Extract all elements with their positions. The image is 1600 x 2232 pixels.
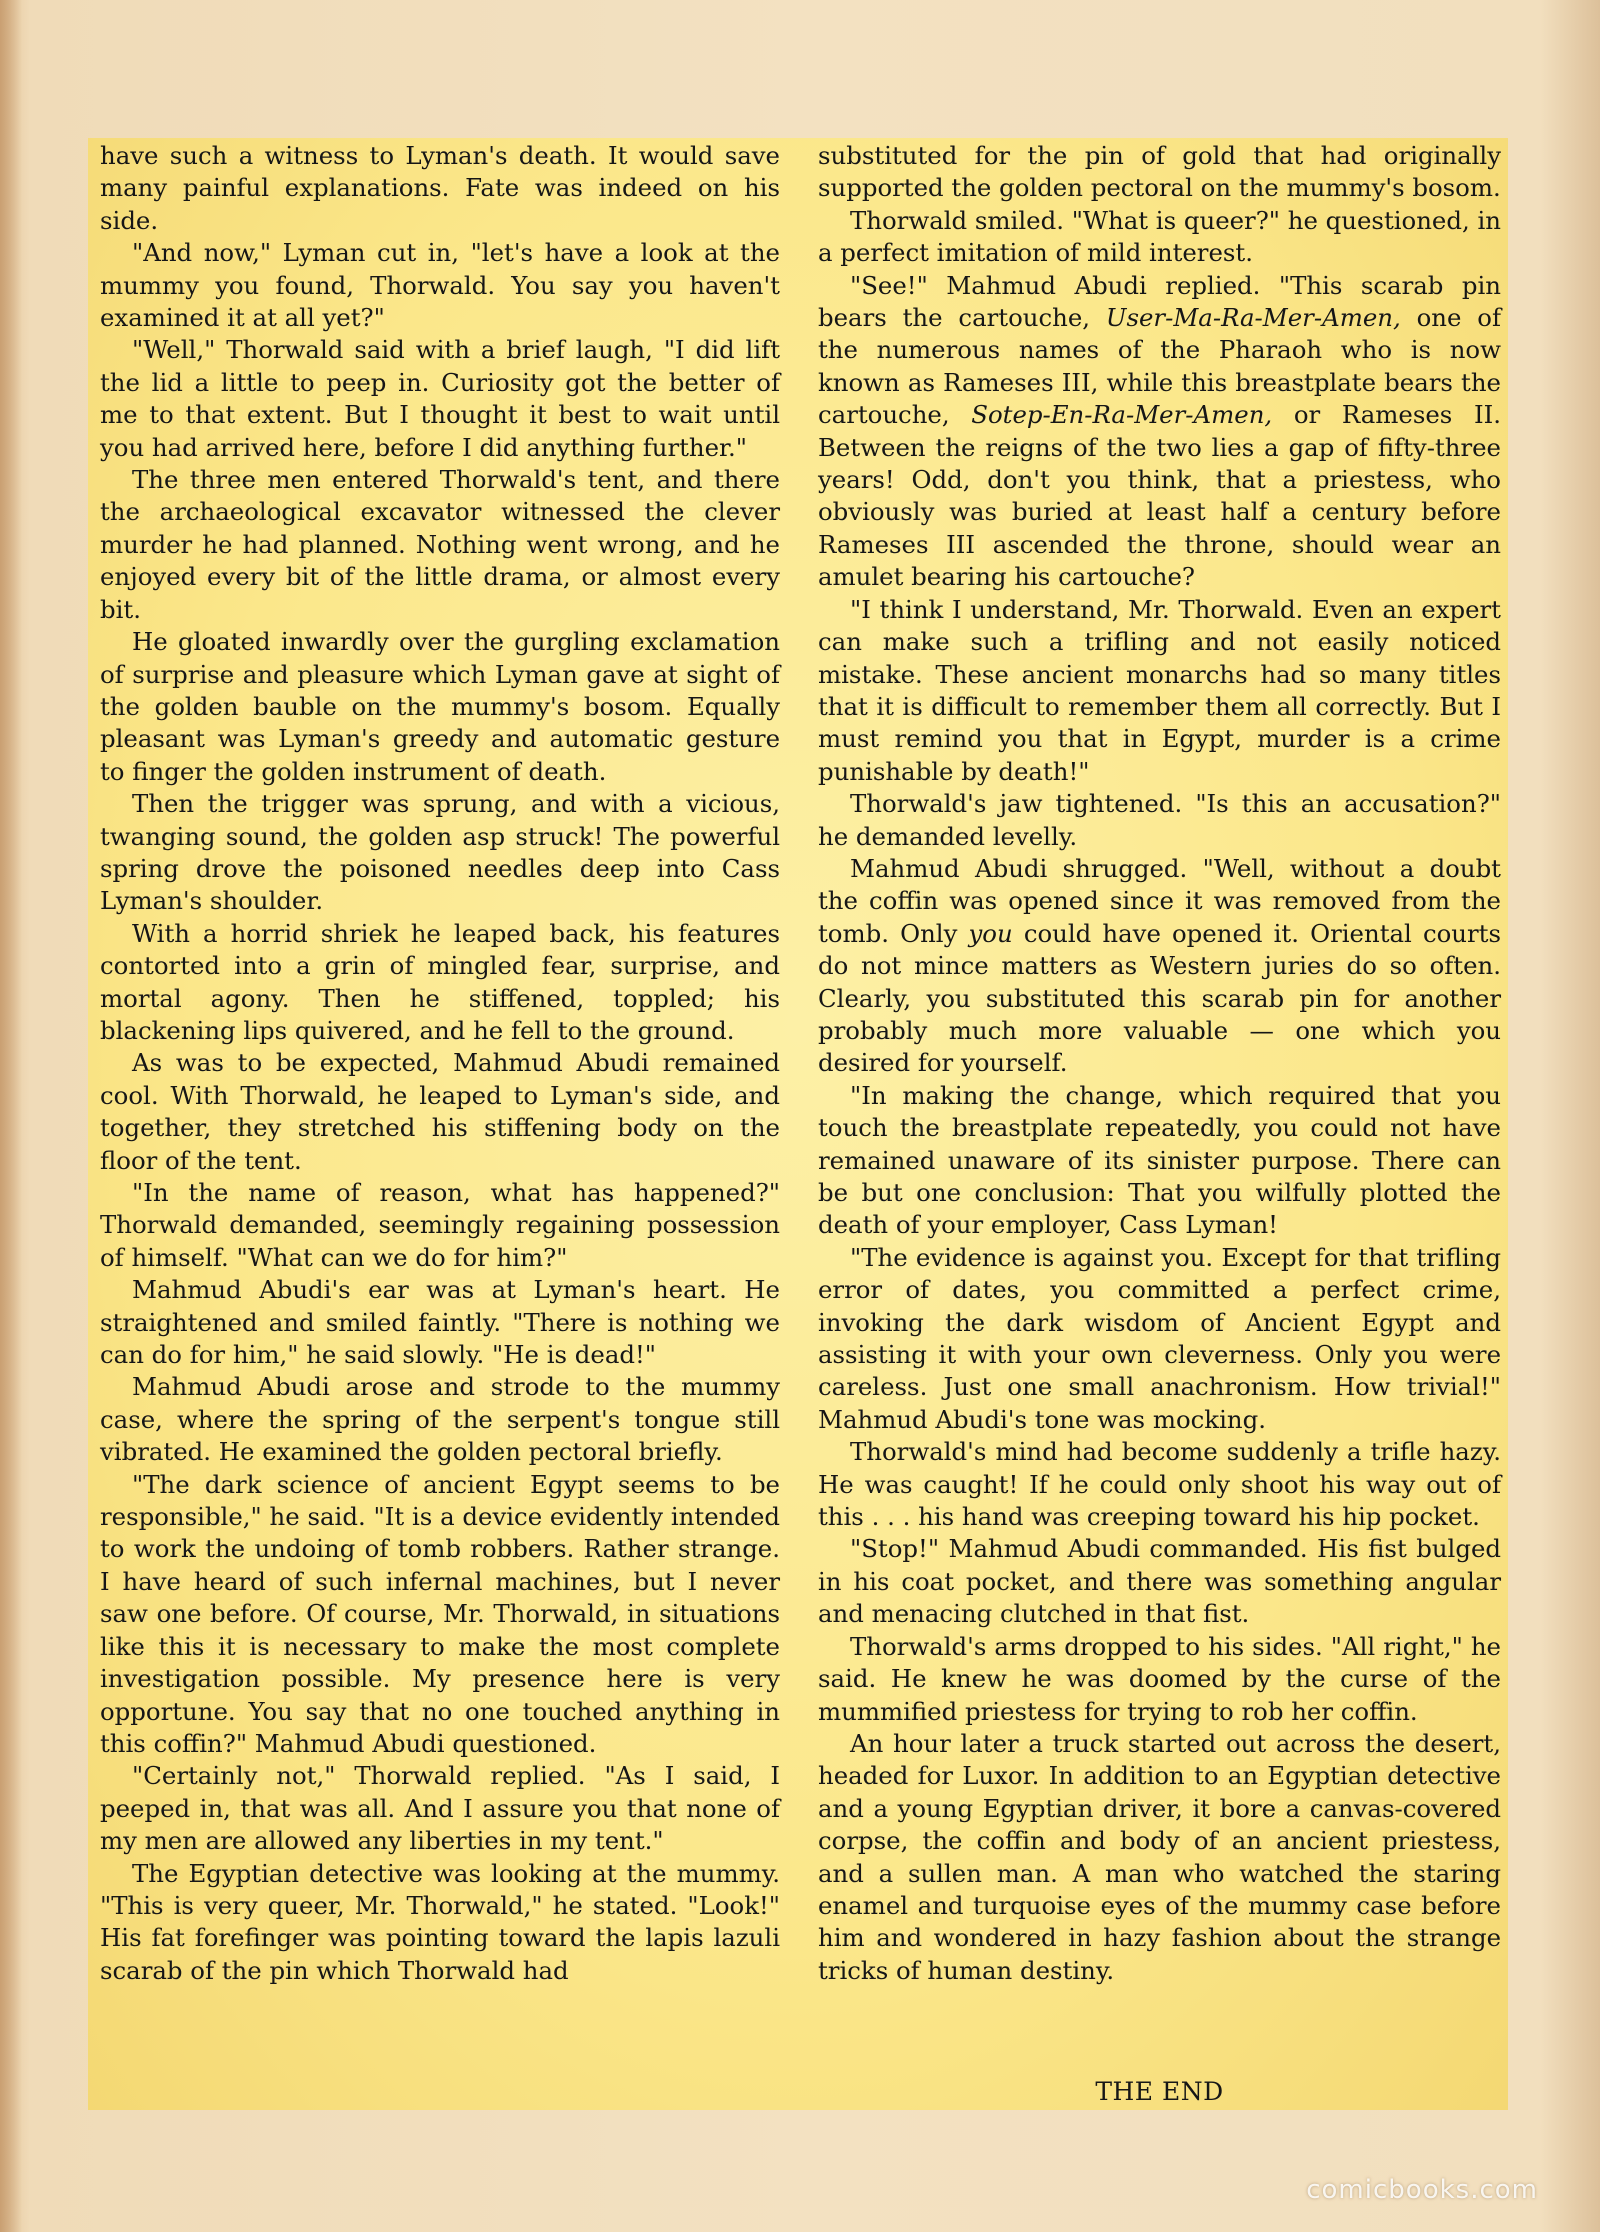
cartouche-name: User-Ma-Ra-Mer-Amen, [1105, 303, 1401, 333]
the-end-label: THE END [1095, 2077, 1224, 2106]
paragraph: "Certainly not," Thorwald replied. "As I said, I peeped in, that was all. And I assure you that none of my men are allowed any liberties in my tent." [100, 1761, 780, 1856]
paragraph: Thorwald smiled. "What is queer?" he questioned, in a perfect imitation of mild interest. [818, 205, 1501, 268]
paragraph: Thorwald's arms dropped to his sides. "All right," he said. He knew he was doomed by the curse of the mummified priestess for trying to rob her coffin. [818, 1631, 1501, 1726]
paragraph: The Egyptian detective was looking at the mummy. "This is very queer, Mr. Thorwald," he stated. "Look!" His fat forefinger was pointing toward the lapis lazuli scarab of the pin which Thorwald had [100, 1858, 780, 1985]
text-run: one of the numerous names of the Pharaoh who is now known as Rameses III, while this breastplate bears the cartouche, [818, 303, 1501, 430]
cartouche-name: Sotep-En-Ra-Mer-Amen, [971, 400, 1273, 430]
paragraph: "Well," Thorwald said with a brief laugh, "I did lift the lid a little to peep in. Curiosity got the better of me to that extent. But I thought it best to wait until you had arrived here, before I did anything further." [100, 335, 780, 462]
text-run: or Rameses II. Between the reigns of the two lies a gap of fifty-three years! Odd, don't you think, that a priestess, who obviously was buried at least half a century before Rameses III ascended the throne, should wear an amulet bearing his cartouche? [818, 400, 1501, 592]
emphasis: you [968, 918, 1013, 948]
paragraph: "In making the change, which required that you touch the breastplate repeatedly, you could not have remained unaware of its sinister purpose. There can be but one conclusion: That you wilfully plotted the death of your employer, Cass Lyman! [818, 1080, 1501, 1240]
paragraph [818, 853, 1501, 1080]
right-text-column [818, 140, 1501, 1987]
paragraph: "The evidence is against you. Except for that trifling error of dates, you committed a perfect crime, invoking the dark wisdom of Ancient Egypt and assisting it with your own cleverness. Only you were careless. Just one small anachronism. How trivial!" Mahmud Abudi's tone was mocking. [818, 1242, 1501, 1434]
text-run: Mahmud Abudi shrugged. "Well, without a doubt the coffin was opened since it was removed from the tomb. Only [818, 853, 1501, 948]
paragraph: "The dark science of ancient Egypt seems to be responsible," he said. "It is a device evidently intended to work the undoing of tomb robbers. Rather strange. I have heard of such infernal machines, but I never saw one before. Of course, Mr. Thorwald, in situations like this it is necessary to make the most complete investigation possible. My presence here is very opportune. You say that no one touched anything in this coffin?" Mahmud Abudi questioned. [100, 1469, 780, 1758]
paragraph: He gloated inwardly over the gurgling exclamation of surprise and pleasure which Lyman gave at sight of the golden bauble on the mummy's bosom. Equally pleasant was Lyman's greedy and automatic gesture to finger the golden instrument of death. [100, 627, 780, 786]
paragraph: "I think I understand, Mr. Thorwald. Even an expert can make such a trifling and not easily noticed mistake. These ancient monarchs had so many titles that it is difficult to remember them all correctly. But I must remind you that in Egypt, murder is a crime punishable by death!" [818, 594, 1501, 786]
paragraph: Then the trigger was sprung, and with a vicious, twanging sound, the golden asp struck! The powerful spring drove the poisoned needles deep into Cass Lyman's shoulder. [100, 789, 780, 916]
paragraph: have such a witness to Lyman's death. It would save many painful explanations. Fate was indeed on his side. [100, 141, 780, 235]
text-run: could have opened it. Oriental courts do not mince matters as Western juries do so often. Clearly, you substituted this scarab pin for another probably much more valuable — one which you desired for yourself. [818, 918, 1501, 1078]
paragraph: As was to be expected, Mahmud Abudi remained cool. With Thorwald, he leaped to Lyman's side, and together, they stretched his stiffening body on the floor of the tent. [100, 1048, 780, 1175]
left-text-column [100, 140, 780, 1987]
paragraph: An hour later a truck started out across the desert, headed for Luxor. In addition to an Egyptian detective and a young Egyptian driver, it bore a canvas-covered corpse, the coffin and body of an ancient priestess, and a sullen man. A man who watched the staring enamel and turquoise eyes of the mummy case before him and wondered in hazy fashion about the strange tricks of human destiny. [818, 1728, 1501, 1985]
paragraph: Thorwald's jaw tightened. "Is this an accusation?" he demanded levelly. [818, 789, 1501, 851]
paragraph: Mahmud Abudi's ear was at Lyman's heart. He straightened and smiled faintly. "There is nothing we can do for him," he said slowly. "He is dead!" [100, 1275, 780, 1370]
paragraph: With a horrid shriek he leaped back, his features contorted into a grin of mingled fear, surprise, and mortal agony. Then he stiffened, toppled; his blackening lips quivered, and he fell to the ground. [100, 918, 780, 1045]
paragraph: "Stop!" Mahmud Abudi commanded. His fist bulged in his coat pocket, and there was something angular and menacing clutched in that fist. [818, 1534, 1501, 1629]
paragraph: The three men entered Thorwald's tent, and there the archaeological excavator witnessed the clever murder he had planned. Nothing went wrong, and he enjoyed every bit of the little drama, or almost every bit. [100, 465, 780, 624]
paragraph [818, 270, 1501, 594]
paragraph: Mahmud Abudi arose and strode to the mummy case, where the spring of the serpent's tongue still vibrated. He examined the golden pectoral briefly. [100, 1372, 780, 1467]
paragraph: substituted for the pin of gold that had originally supported the golden pectoral on the mummy's bosom. [818, 141, 1501, 203]
paragraph: "In the name of reason, what has happened?" Thorwald demanded, seemingly regaining possession of himself. "What can we do for him?" [100, 1178, 780, 1272]
text-run: "See!" Mahmud Abudi replied. "This scarab pin bears the cartouche, [818, 270, 1501, 333]
paragraph: "And now," Lyman cut in, "let's have a look at the mummy you found, Thorwald. You say you haven't examined it at all yet?" [100, 238, 780, 333]
site-watermark: comicbooks.com [1306, 2175, 1538, 2205]
paragraph: Thorwald's mind had become suddenly a trifle hazy. He was caught! If he could only shoot his way out of this . . . his hand was creeping toward his hip pocket. [818, 1437, 1501, 1532]
